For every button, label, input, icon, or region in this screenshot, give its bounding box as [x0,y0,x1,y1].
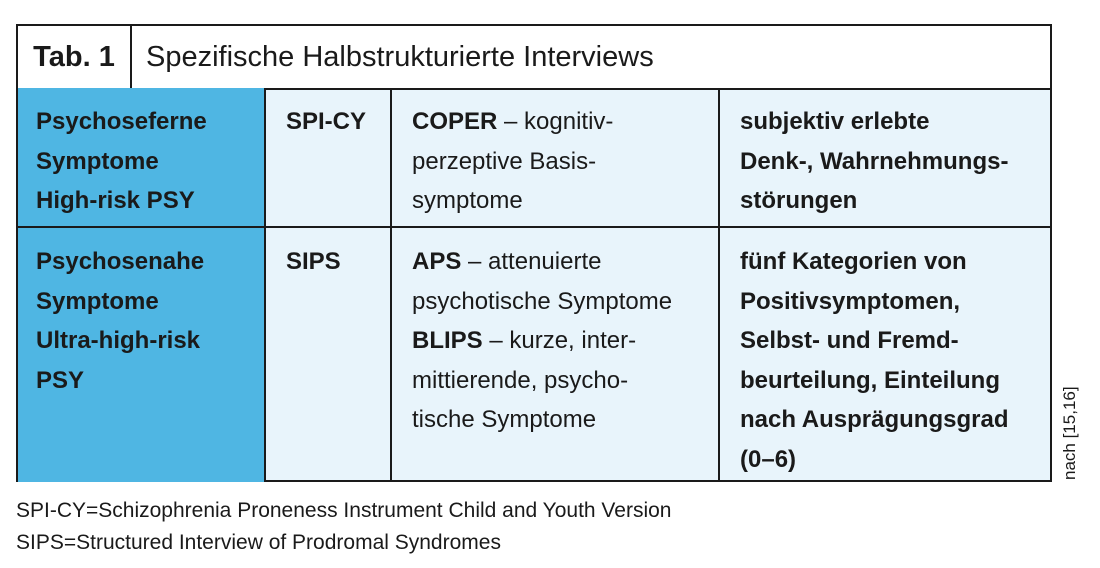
category-line: High-risk PSY [36,187,195,214]
content-line: störungen [740,187,858,214]
instrument-cell [266,228,392,482]
description-text: psychotische Symptome [412,287,673,315]
description-text: mittierende, psycho- [412,366,629,394]
description-term: APS [412,248,462,275]
content-line: beurteilung, Einteilung [740,366,1000,394]
description-text: – kurze, inter- [482,327,637,354]
content-line: Positivsymptomen, [740,287,961,315]
content-line: subjektiv erlebte [740,108,930,135]
instrument-name: SPI-CY [286,108,367,135]
description-text: tische Symptome [412,406,597,433]
description-line [412,282,710,322]
description-line [412,400,710,440]
description-line [412,142,710,182]
content-cell [720,228,1050,482]
category-cell [18,88,266,226]
category-cell [18,228,266,482]
interviews-table [16,24,1052,482]
source-citation: nach [15,16] [1060,386,1079,480]
description-line [412,361,710,401]
content-line: Selbst- und Fremd- [740,327,959,354]
instrument-cell [266,88,392,226]
footnote-sips: SIPS=Structured Interview of Prodromal Syndromes [16,531,501,554]
category-line: Ultra-high-risk [36,327,201,354]
content-line: Denk-, Wahrnehmungs- [740,147,1009,175]
description-text: – attenuierte [461,248,602,275]
content-line: nach Ausprägungsgrad [740,406,1009,433]
content-cell [720,88,1050,226]
table-title: Spezifische Halbstrukturierte Interviews [146,41,654,73]
table-title-row [18,26,1050,90]
content-line: fünf Kategorien von [740,248,967,275]
description-text: – kognitiv- [497,108,614,135]
description-term: BLIPS [412,327,483,354]
description-term: COPER [412,108,498,135]
instrument-name: SIPS [286,248,341,275]
table-number: Tab. 1 [18,26,132,88]
category-line: PSY [36,366,85,394]
description-line [412,242,710,282]
table-row [18,88,1050,228]
description-line [412,102,710,142]
description-text: symptome [412,187,523,214]
description-cell [392,88,720,226]
category-line: Symptome [36,147,159,175]
category-line: Psychoseferne [36,108,207,135]
description-cell [392,228,720,482]
table-row [18,228,1050,482]
description-line [412,181,710,221]
description-line [412,321,710,361]
category-line: Psychosenahe [36,248,205,275]
description-text: perzeptive Basis- [412,147,597,175]
content-line: (0–6) [740,445,797,473]
category-line: Symptome [36,287,159,315]
footnote-spi-cy: SPI-CY=Schizophrenia Proneness Instrument Child and Youth Version [16,499,672,522]
